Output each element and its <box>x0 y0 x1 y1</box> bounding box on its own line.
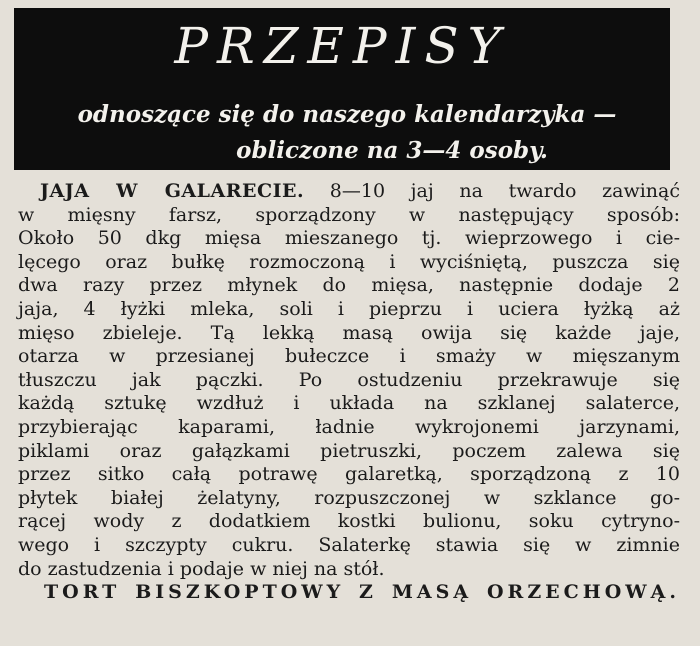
recipe-line: przez sitko całą potrawę galaretką, sporządzoną z 10 <box>18 463 680 486</box>
banner-title: PRZEPISY <box>174 17 510 75</box>
recipe-line: jaja, 4 łyżki mleka, soli i pieprzu i uciera łyżką aż <box>18 297 680 320</box>
recipe-line <box>18 180 680 204</box>
recipe-line: tłuszczu jak pączki. Po ostudzeniu przekrawuje się <box>18 368 680 391</box>
recipe-line: każdą sztukę wzdłuż i układa na szklanej salaterce, <box>18 392 680 415</box>
recipe-line-text: 8—10 jaj na twardo zawinąć <box>304 180 680 202</box>
recipe-line-last: do zastudzenia i podaje w niej na stół. <box>18 557 385 580</box>
recipe-line: rącej wody z dodatkiem kostki bulionu, soku cytryno- <box>18 510 680 533</box>
recipes-banner <box>14 8 670 170</box>
recipe-line: piklami oraz gałązkami pietruszki, poczem zalewa się <box>18 439 680 462</box>
banner-subtitle-line-1: odnoszące się do naszego kalendarzyka — <box>77 101 617 128</box>
recipe-body <box>18 180 680 604</box>
recipe-line: przybierając kaparami, ładnie wykrojonemi jarzynami, <box>18 415 680 438</box>
recipe-heading: JAJA W GALARECIE. <box>40 180 305 202</box>
recipe-line: płytek białej żelatyny, rozpuszczonej w szklance go- <box>18 486 680 509</box>
recipe-line: mięso zbieleje. Tą lekką masą owija się każde jaje, <box>18 321 680 344</box>
recipe-line: Około 50 dkg mięsa mieszanego tj. wieprzowego i cie- <box>18 227 680 250</box>
recipe-line: dwa razy przez młynek do mięsa, następnie dodaje 2 <box>18 274 680 297</box>
recipe-line: wego i szczypty cukru. Salaterkę stawia się w zimnie <box>18 533 680 556</box>
recipe-line: w mięsny farsz, sporządzony w następujący sposób: <box>18 203 680 226</box>
banner-subtitle-line-2: obliczone na 3—4 osoby. <box>236 137 548 164</box>
recipe-line: otarza w przesianej bułeczce i smaży w mięszanym <box>18 345 680 368</box>
recipe-line: lęcego oraz bułkę rozmoczoną i wyciśniętą, puszcza się <box>18 250 680 273</box>
next-recipe-heading: TORT BISZKOPTOWY Z MASĄ ORZECHOWĄ. <box>44 581 680 604</box>
